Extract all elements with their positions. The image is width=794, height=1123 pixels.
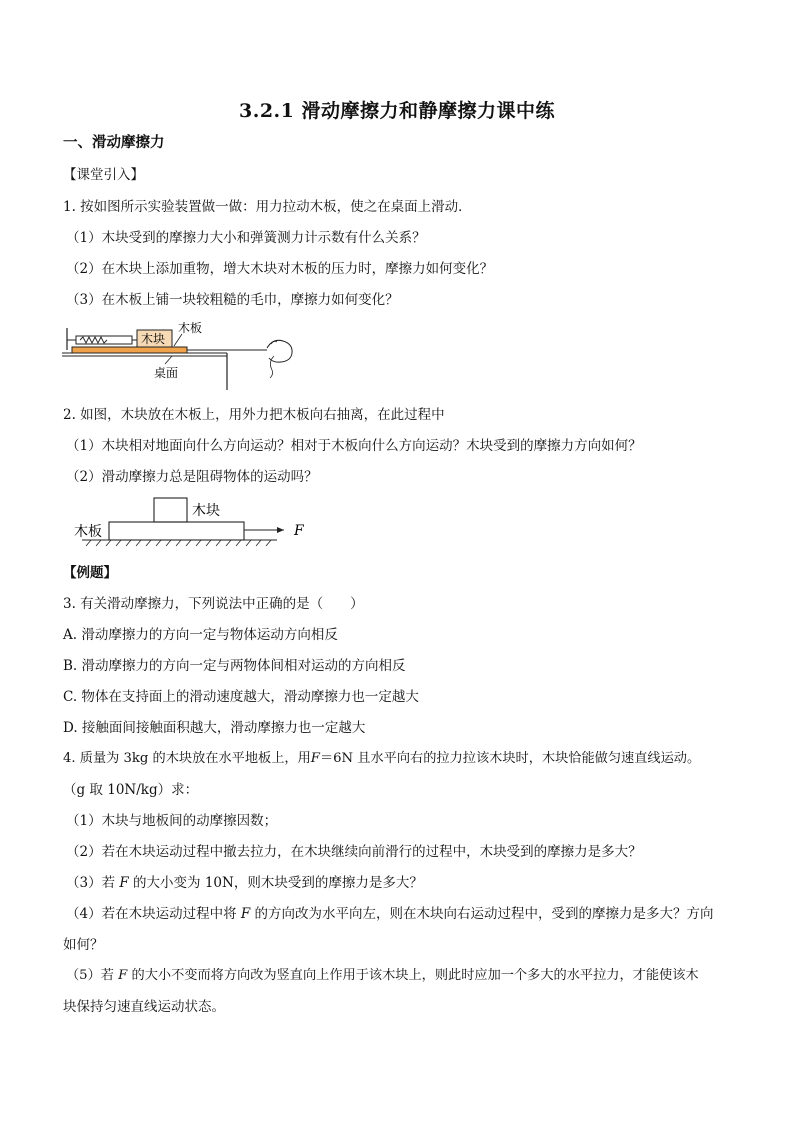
q2-figure: [72, 495, 322, 550]
q2-part-1: （1）木块相对地面向什么方向运动？相对于木板向什么方向运动？木块受到的摩擦力方向如何？: [66, 438, 642, 454]
q4-part-1: （1）木块与地板间的动摩擦因数；: [66, 813, 278, 829]
ground-hatching: [86, 540, 271, 546]
figure1-table-label: 桌面: [154, 366, 179, 380]
board-pull-diagram: [72, 495, 322, 550]
example-tag: 【例题】: [63, 565, 117, 581]
hand-icon: [267, 340, 292, 378]
figure1-board-label: 木板: [178, 322, 203, 335]
spring-scale-diagram: [62, 322, 312, 392]
q3-option-a: A. 滑动摩擦力的方向一定与物体运动方向相反: [63, 627, 338, 643]
q3-option-b: B. 滑动摩擦力的方向一定与两物体间相对运动的方向相反: [63, 658, 406, 674]
q4-part-5: （5）若 F 的大小不变而将方向改为竖直向上作用于该木块上，则此时应加一个多大的水平拉力，才能使该木: [66, 968, 699, 983]
q3-option-c: C. 物体在支持面上的滑动速度越大，滑动摩擦力也一定越大: [63, 689, 419, 705]
q1-stem: 1. 按如图所示实验装置做一做：用力拉动木板，使之在桌面上滑动．: [63, 199, 472, 215]
q4-part-4: （4）若在木块运动过程中将 F 的方向改为水平向左，则在木块向右运动过程中，受到的摩擦力是多大？方向: [66, 906, 714, 922]
q1-part-3: （3）在木板上铺一块较粗糙的毛巾，摩擦力如何变化？: [66, 292, 399, 308]
q4-stem: 4. 质量为 3kg 的木块放在水平地板上，用F＝6N 且水平向右的拉力拉该木块时，木块恰能做匀速直线运动。: [63, 751, 701, 766]
page-title: 3.2.1 滑动摩擦力和静摩擦力课中练: [238, 100, 555, 122]
figure2-block-label: 木块: [192, 503, 220, 519]
figure2-force-label: F: [294, 523, 304, 539]
q1-part-1: （1）木块受到的摩擦力大小和弹簧测力计示数有什么关系？: [66, 230, 426, 246]
q2-stem: 2. 如图，木块放在木板上，用外力把木板向右抽离，在此过程中: [63, 407, 445, 423]
q3-stem: 3. 有关滑动摩擦力，下列说法中正确的是（ ）: [63, 596, 364, 612]
q3-option-d: D. 接触面间接触面积越大，滑动摩擦力也一定越大: [63, 720, 366, 736]
section-heading: 一、滑动摩擦力: [63, 134, 165, 151]
q4-part-5-line2: 块保持匀速直线运动状态。: [63, 999, 225, 1015]
figure1-block-label: 木块: [141, 332, 166, 346]
q2-part-2: （2）滑动摩擦力总是阻碍物体的运动吗？: [66, 469, 318, 485]
q4-part-2: （2）若在木块运动过程中撤去拉力，在木块继续向前滑行的过程中，木块受到的摩擦力是多大？: [66, 844, 642, 860]
figure2-board-label: 木板: [74, 524, 102, 540]
q1-figure: [62, 322, 312, 392]
intro-tag: 【课堂引入】: [63, 167, 144, 183]
q4-part-3: （3）若 F 的大小变为 10N，则木块受到的摩擦力是多大？: [66, 875, 423, 891]
q1-part-2: （2）在木块上添加重物，增大木块对木板的压力时，摩擦力如何变化？: [66, 261, 494, 277]
q4-part-4-line2: 如何？: [63, 937, 104, 953]
q4-stem-line2: （g 取 10N/kg）求：: [63, 782, 199, 798]
